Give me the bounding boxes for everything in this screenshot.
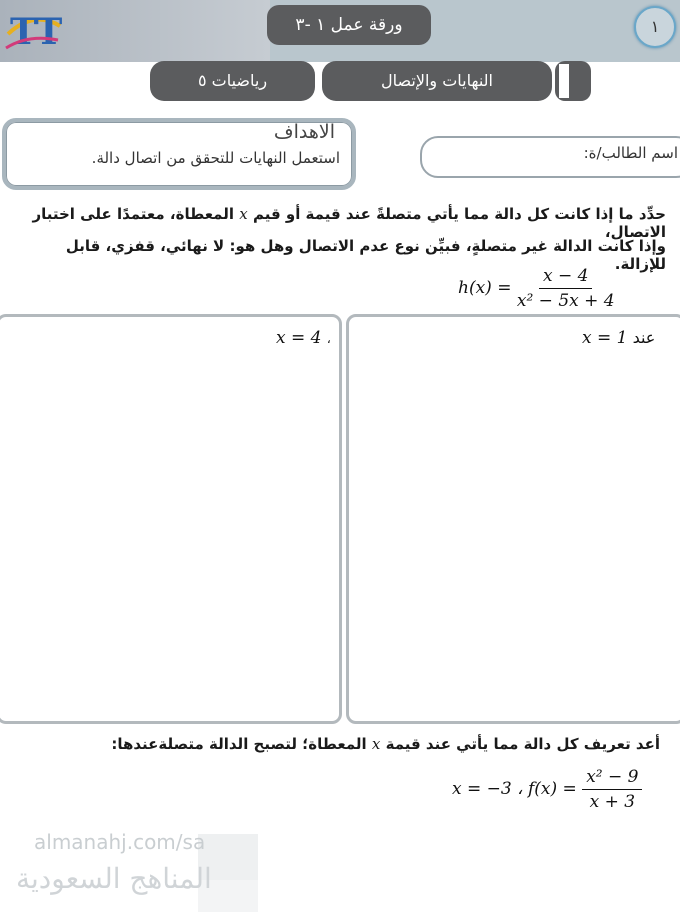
goals-text: استعمل النهايات للتحقق من اتصال دالة. xyxy=(91,149,340,167)
watermark-name: المناهج السعودية xyxy=(16,862,212,895)
function-f-numerator: x² − 9 xyxy=(582,767,642,790)
instruction-text: حدِّد ما إذا كانت كل دالة مما يأتي متصلةً عند قيمة أو قيم xyxy=(252,205,666,223)
function-h-numerator: x − 4 xyxy=(539,266,592,289)
question-2-text: المعطاة؛ لتصبح الدالة متصلةعندها: xyxy=(111,735,367,753)
instruction-text: المعطاة، معتمدًا على اختبار الاتصال، xyxy=(32,205,666,241)
instruction-line-1 xyxy=(16,205,666,241)
question-2-text: أعد تعريف كل دالة مما يأتي عند قيمة xyxy=(385,735,660,753)
page-number-badge: ١ xyxy=(634,6,676,48)
function-h xyxy=(458,266,615,311)
answer-panel-right[interactable] xyxy=(346,314,680,724)
pill-decoration-inner xyxy=(559,64,569,98)
question-2 xyxy=(40,735,660,753)
function-f xyxy=(452,767,642,812)
variable-x: x xyxy=(239,205,248,223)
case-right-value: x = 1 xyxy=(582,328,628,348)
function-f-denominator: x + 3 xyxy=(589,792,636,812)
svg-text:TT: TT xyxy=(10,11,62,53)
worksheet-title: ورقة عمل ١ -٣ xyxy=(267,5,431,45)
case-left xyxy=(276,328,331,348)
goals-title: الاهداف xyxy=(273,121,335,143)
function-f-fraction xyxy=(582,767,642,812)
watermark-url: almanahj.com/sa xyxy=(34,830,206,854)
case-left-value: x = 4 xyxy=(276,328,322,348)
instruction-line-2: وإذا كانت الدالة غير متصلةٍ، فبيِّن نوع عدم الاتصال وهل هو: لا نهائي، قفزي، قابل للإزالة. xyxy=(65,237,666,273)
function-h-lhs: h(x) = xyxy=(458,278,512,298)
variable-x: x xyxy=(371,735,381,753)
function-f-point: x = −3 ، xyxy=(452,779,523,799)
function-h-fraction xyxy=(517,266,615,311)
subject-pill: رياضيات ٥ xyxy=(150,61,315,101)
case-left-separator: ، xyxy=(326,332,331,346)
publisher-logo xyxy=(4,4,62,54)
student-name-label: اسم الطالب/ة: xyxy=(583,144,678,162)
answer-panel-left[interactable] xyxy=(0,314,342,724)
function-f-lhs: f(x) = xyxy=(528,779,577,799)
topic-pill: النهايات والإتصال xyxy=(322,61,552,101)
case-right xyxy=(582,328,672,348)
function-h-denominator: x² − 5x + 4 xyxy=(516,291,615,311)
case-right-prefix: عند xyxy=(632,328,656,347)
